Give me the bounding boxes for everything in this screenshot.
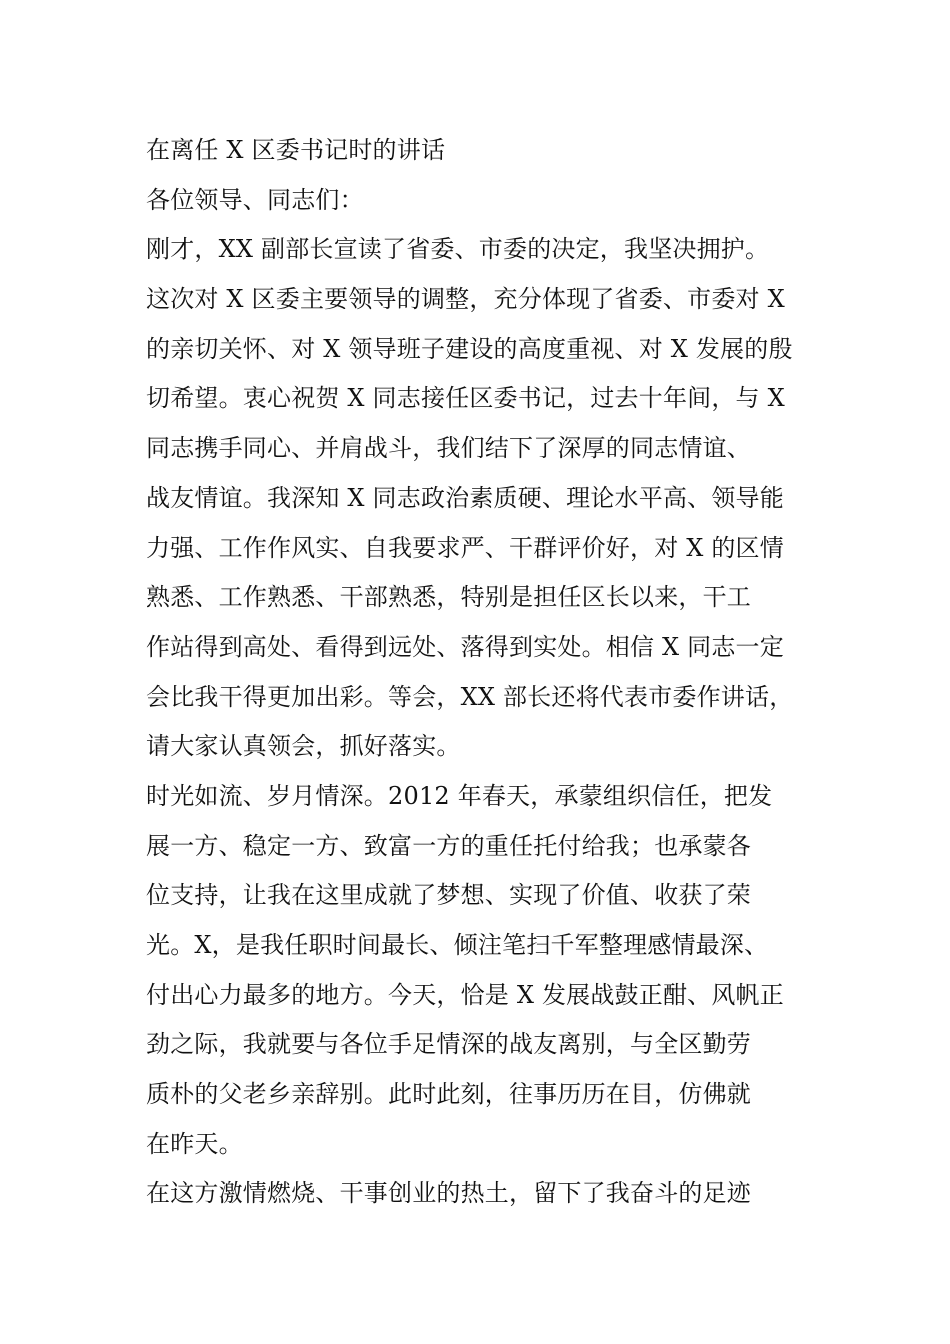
text-line: 请大家认真领会，抓好落实。 [146, 732, 461, 761]
text-line: 作站得到高处、看得到远处、落得到实处。相信 X 同志一定 [146, 632, 784, 661]
text-line: 光。X，是我任职时间最长、倾注笔扫千军整理感情最深、 [146, 931, 769, 959]
document-body [146, 126, 826, 1219]
text-line: 在这方激情燃烧、干事创业的热土，留下了我奋斗的足迹 [146, 1179, 751, 1208]
text-line: 刚才，XX 副部长宣读了省委、市委的决定，我坚决拥护。 [146, 235, 770, 264]
text-line: 展一方、稳定一方、致富一方的重任托付给我；也承蒙各 [146, 831, 751, 860]
text-line: 熟悉、工作熟悉、干部熟悉，特别是担任区长以来，干工 [146, 583, 751, 612]
text-line: 位支持，让我在这里成就了梦想、实现了价值、收获了荣 [146, 881, 751, 910]
text-line: 劲之际，我就要与各位手足情深的战友离别，与全区勤劳 [146, 1030, 751, 1059]
text-line: 会比我干得更加出彩。等会，XX 部长还将代表市委作讲话， [146, 682, 794, 711]
text-line: 的亲切关怀、对 X 领导班子建设的高度重视、对 X 发展的殷 [146, 334, 793, 363]
text-line: 质朴的父老乡亲辞别。此时此刻，往事历历在目，仿佛就 [146, 1080, 751, 1109]
text-line: 时光如流、岁月情深。2012 年春天，承蒙组织信任，把发 [146, 781, 773, 810]
text-line: 同志携手同心、并肩战斗，我们结下了深厚的同志情谊、 [146, 434, 751, 463]
salutation: 各位领导、同志们： [146, 185, 364, 214]
text-line: 付出心力最多的地方。今天，恰是 X 发展战鼓正酣、风帆正 [146, 980, 784, 1009]
text-line: 在昨天。 [146, 1129, 243, 1158]
text-line: 力强、工作作风实、自我要求严、干群评价好，对 X 的区情 [146, 533, 784, 562]
text-line: 切希望。衷心祝贺 X 同志接任区委书记，过去十年间，与 X [146, 384, 785, 413]
document-title: 在离任 X 区委书记时的讲话 [146, 136, 446, 164]
text-line: 战友情谊。我深知 X 同志政治素质硬、理论水平高、领导能 [146, 483, 784, 512]
text-line: 这次对 X 区委主要领导的调整，充分体现了省委、市委对 X [146, 285, 785, 314]
